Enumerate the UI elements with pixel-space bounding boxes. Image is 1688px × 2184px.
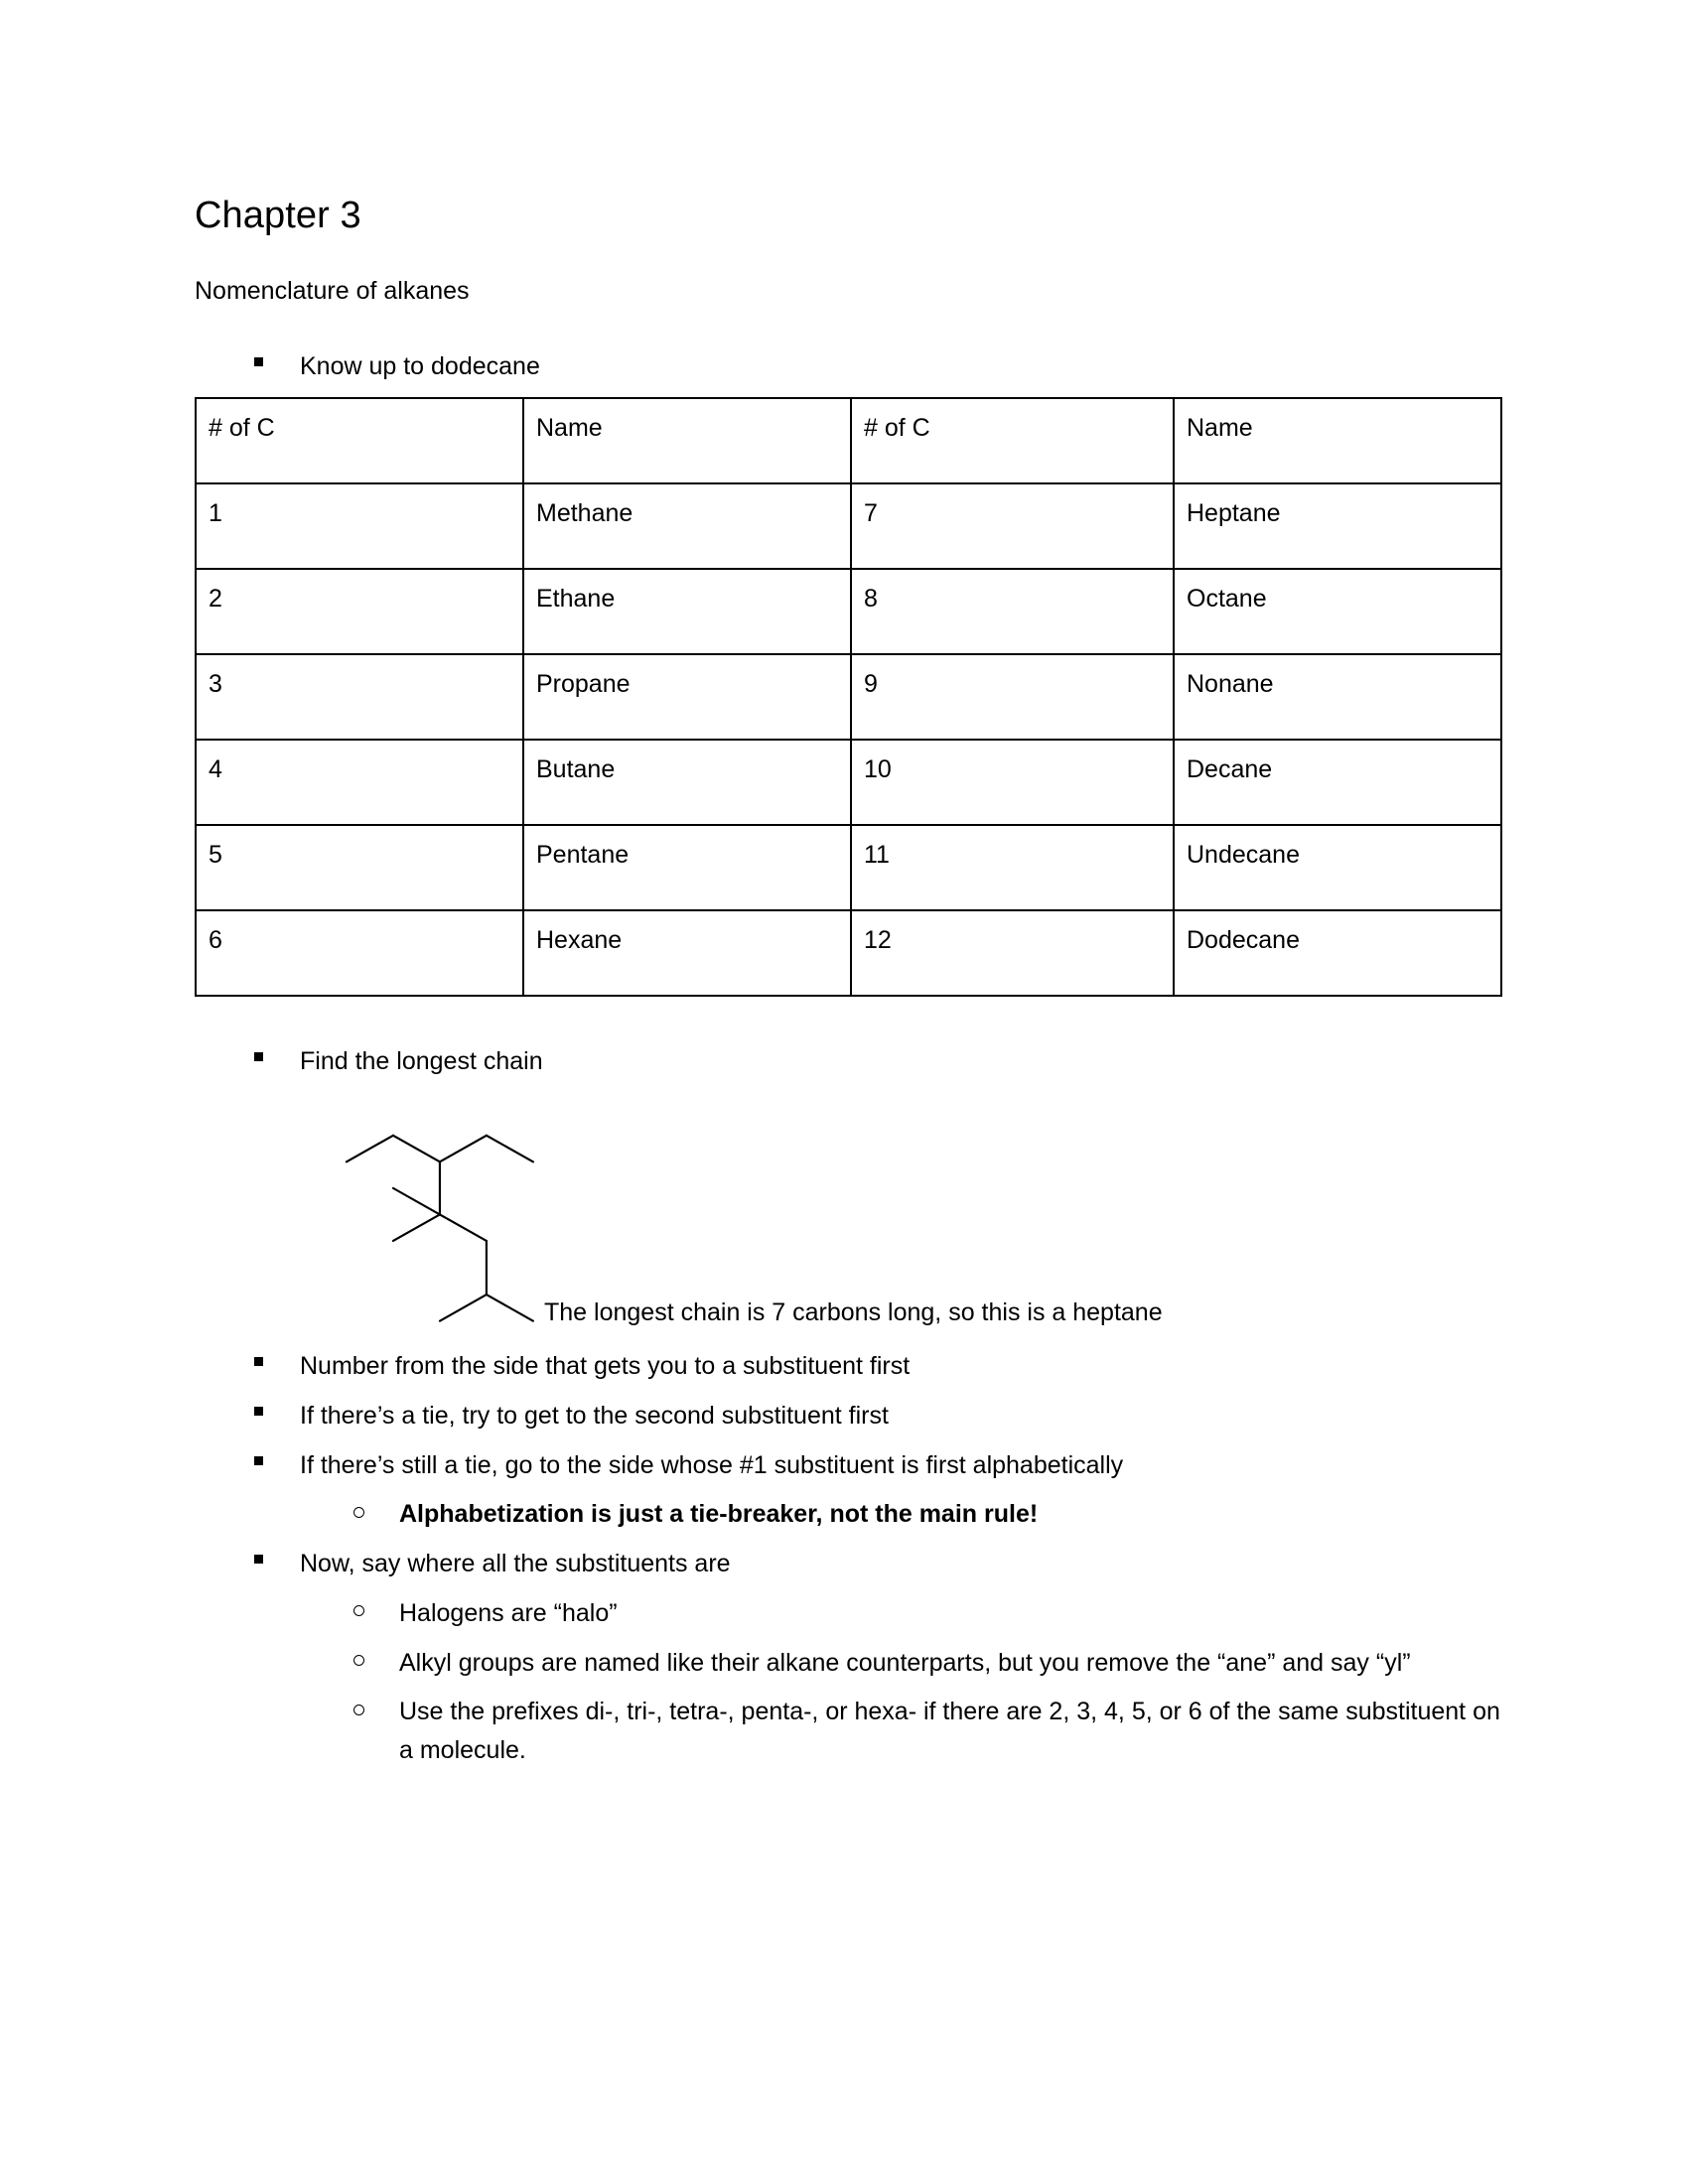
square-bullet-icon xyxy=(254,1347,300,1383)
subbullet-alkyl-groups xyxy=(195,1644,1505,1683)
cell-name-right: Undecane xyxy=(1174,825,1501,910)
square-bullet-icon xyxy=(254,1446,300,1482)
square-bullet-icon xyxy=(254,1042,300,1078)
bond-line xyxy=(393,1136,440,1162)
cell-name-left: Propane xyxy=(523,654,851,740)
subbullet-label: Use the prefixes di-, tri-, tetra-, penta-, or hexa- if there are 2, 3, 4, 5, or 6 of the same substituent on a molecule. xyxy=(399,1698,1500,1765)
cell-name-right: Heptane xyxy=(1174,483,1501,569)
cell-carbons-left: 4 xyxy=(196,740,523,825)
cell-name-left: Ethane xyxy=(523,569,851,654)
subbullet-halogens xyxy=(195,1594,1505,1633)
bullet-find-longest-chain xyxy=(195,1042,1505,1081)
table-header-row xyxy=(196,398,1501,483)
bullet-label: If there’s a tie, try to get to the second substituent first xyxy=(300,1401,889,1430)
subbullet-prefixes xyxy=(195,1693,1505,1770)
bullet-tie-alphabetical xyxy=(195,1446,1505,1485)
bullet-label: If there’s still a tie, go to the side whose #1 substituent is first alphabetically xyxy=(300,1450,1124,1479)
table-row xyxy=(196,740,1501,825)
square-bullet-icon xyxy=(254,1545,300,1580)
alkane-names-table xyxy=(195,397,1502,997)
bond-line xyxy=(393,1188,440,1215)
cell-name-right: Decane xyxy=(1174,740,1501,825)
cell-carbons-left: 6 xyxy=(196,910,523,996)
cell-carbons-right: 8 xyxy=(851,569,1174,654)
page-content xyxy=(195,195,1505,1781)
cell-carbons-right: 10 xyxy=(851,740,1174,825)
subbullet-label: Alphabetization is just a tie-breaker, not the main rule! xyxy=(399,1500,1039,1529)
table-row xyxy=(196,569,1501,654)
column-header-carbons-left: # of C xyxy=(196,398,523,483)
bullet-label: Know up to dodecane xyxy=(300,351,540,380)
cell-name-right: Dodecane xyxy=(1174,910,1501,996)
numbering-rules-list xyxy=(195,1347,1505,1770)
bond-line xyxy=(440,1295,487,1321)
table-row xyxy=(196,654,1501,740)
cell-name-left: Pentane xyxy=(523,825,851,910)
subbullet-alphabetization-note xyxy=(195,1495,1505,1534)
bond-line xyxy=(440,1215,487,1242)
circle-bullet-icon xyxy=(353,1495,399,1531)
cell-name-right: Octane xyxy=(1174,569,1501,654)
cell-carbons-left: 3 xyxy=(196,654,523,740)
circle-bullet-icon xyxy=(353,1594,399,1630)
bond-line xyxy=(440,1136,487,1162)
bullet-number-from-side xyxy=(195,1347,1505,1386)
bullet-label: Number from the side that gets you to a substituent first xyxy=(300,1352,911,1381)
cell-carbons-left: 1 xyxy=(196,483,523,569)
bond-line xyxy=(487,1136,533,1162)
page-title: Chapter 3 xyxy=(195,195,361,236)
cell-name-left: Hexane xyxy=(523,910,851,996)
column-header-carbons-right: # of C xyxy=(851,398,1174,483)
bullet-label: Now, say where all the substituents are xyxy=(300,1550,731,1578)
cell-name-left: Butane xyxy=(523,740,851,825)
skeletal-structure-icon xyxy=(314,1099,572,1337)
table-row xyxy=(196,483,1501,569)
cell-carbons-left: 2 xyxy=(196,569,523,654)
cell-name-right: Nonane xyxy=(1174,654,1501,740)
cell-carbons-right: 9 xyxy=(851,654,1174,740)
bond-line xyxy=(487,1295,533,1321)
column-header-name-left: Name xyxy=(523,398,851,483)
column-header-name-right: Name xyxy=(1174,398,1501,483)
circle-bullet-icon xyxy=(353,1693,399,1728)
table-row xyxy=(196,825,1501,910)
bullet-say-where-substituents xyxy=(195,1545,1505,1583)
bullet-tie-second-substituent xyxy=(195,1397,1505,1435)
document-subtitle: Nomenclature of alkanes xyxy=(195,276,470,305)
bullet-know-up-to-dodecane xyxy=(195,347,1505,386)
molecule-caption: The longest chain is 7 carbons long, so this is a heptane xyxy=(544,1298,1163,1327)
bond-line xyxy=(347,1136,393,1162)
bullet-label: Find the longest chain xyxy=(300,1047,543,1076)
square-bullet-icon xyxy=(254,1397,300,1433)
cell-carbons-left: 5 xyxy=(196,825,523,910)
molecule-figure xyxy=(195,1099,1505,1347)
cell-carbons-right: 11 xyxy=(851,825,1174,910)
subbullet-label: Alkyl groups are named like their alkane counterparts, but you remove the “ane” and say “yl” xyxy=(399,1648,1411,1677)
bond-line xyxy=(393,1215,440,1242)
table-row xyxy=(196,910,1501,996)
cell-name-left: Methane xyxy=(523,483,851,569)
subbullet-label: Halogens are “halo” xyxy=(399,1598,618,1627)
cell-carbons-right: 7 xyxy=(851,483,1174,569)
circle-bullet-icon xyxy=(353,1644,399,1680)
cell-carbons-right: 12 xyxy=(851,910,1174,996)
square-bullet-icon xyxy=(254,347,300,383)
